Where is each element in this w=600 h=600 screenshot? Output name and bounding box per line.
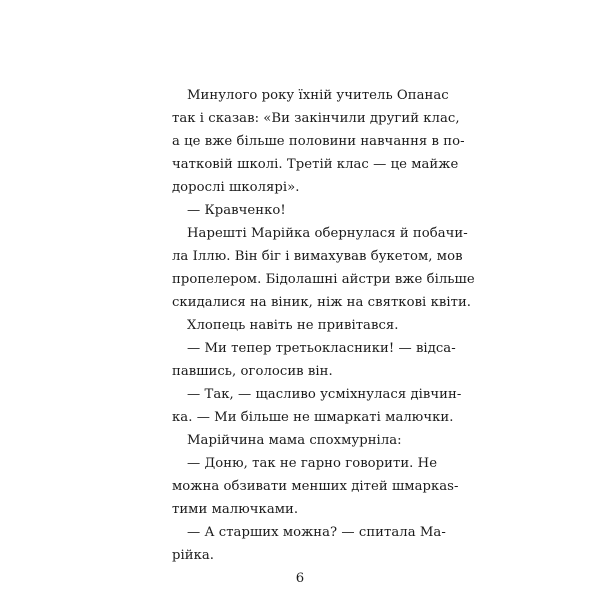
text-line: Минулого року їхній учитель Опанас — [187, 88, 449, 103]
text-line: — Доню, так не гарно говорити. Не — [187, 456, 438, 471]
text-line: можна обзивати менших дітей шмаркаs- — [172, 479, 459, 494]
text-line: скидалися на віник, ніж на святкові квіти. — [172, 295, 472, 310]
text-line: так і сказав: «Ви закінчили другий клас, — [172, 111, 460, 126]
text-line: — Кравченко! — [187, 203, 286, 218]
text-line: — Так, — щасливо усміхнулася дівчин- — [187, 387, 462, 402]
text-line: чатковій школі. Третій клас — це майже — [172, 157, 459, 172]
text-line: тими малючками. — [172, 502, 299, 517]
text-line: ка. — Ми більше не шмаркаті малючки. — [172, 410, 454, 425]
text-line: павшись, оголосив він. — [172, 364, 333, 379]
text-line: а це вже більше половини навчання в по- — [172, 134, 465, 149]
text-line: ла Іллю. Він біг і вимахував букетом, мов — [172, 249, 463, 264]
text-line: дорослі школярі». — [172, 180, 300, 195]
text-line: Хлопець навіть не привітався. — [187, 318, 399, 333]
text-line: — Ми тепер третьокласники! — відса- — [187, 341, 456, 356]
text-line: Нарешті Марійка обернулася й побачи- — [187, 226, 468, 241]
page-number: 6 — [295, 571, 305, 586]
text-line: рійка. — [172, 548, 215, 563]
text-line: — А старших можна? — спитала Ма- — [187, 525, 446, 540]
text-line: пропелером. Бідолашні айстри вже більше — [172, 272, 475, 287]
text-line: Марійчина мама спохмурніла: — [187, 433, 402, 448]
